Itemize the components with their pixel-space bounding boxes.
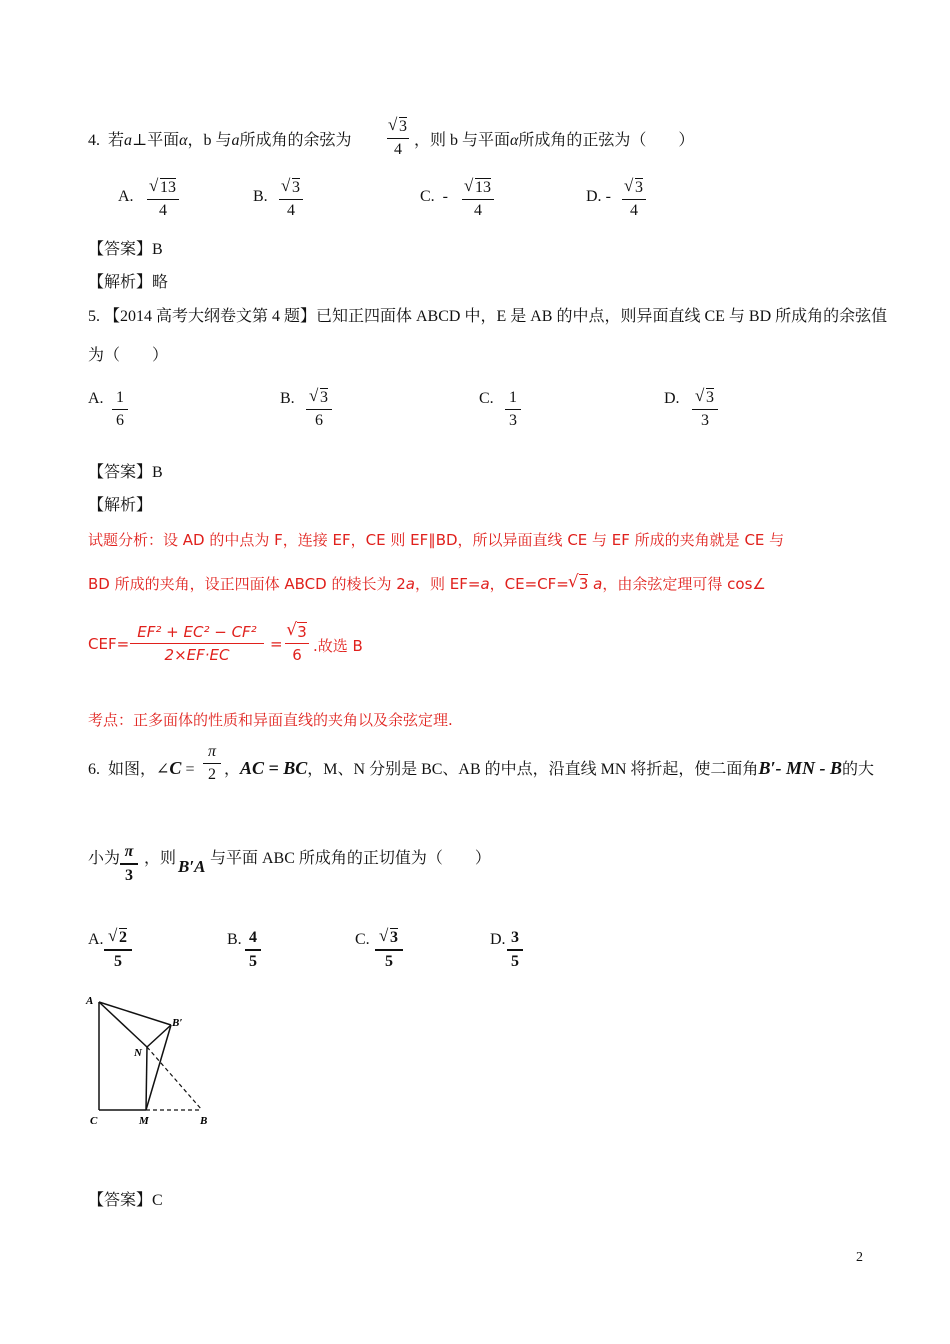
q5-kaodian: 考点：正多面体的性质和异面直线的夹角以及余弦定理.	[88, 711, 453, 729]
q4-stem-tail: ，则 b 与平面α所成角的正弦为（ ）	[414, 132, 695, 149]
q5-solution-line2: BD 所成的夹角，设正四面体 ABCD 的棱长为 2a，则 EF=a，CE=CF=√ 3 a，由余弦定理可得 cos∠	[88, 573, 766, 594]
q6-stem-line2-start: 小为	[88, 850, 121, 867]
q5-option-b-fraction: √ 3 6	[306, 388, 332, 431]
edge-mn	[146, 1047, 147, 1110]
q6-angle-fraction: π 2	[203, 742, 221, 785]
q4-option-d-label: D. -	[586, 188, 611, 205]
q5-solution-equals: =	[270, 635, 283, 653]
q6-ba-segment: B′A	[178, 857, 206, 876]
q6-answer: 【答案】C	[88, 1192, 163, 1209]
q6-stem-line1-mid: ，AC = BC，M、N 分别是 BC、AB 的中点，沿直线 MN 将折起，使二面角B′- MN - B的大	[224, 758, 875, 778]
q6-stem-line2-end: 与平面 ABC 所成角的正切值为（ ）	[210, 850, 491, 867]
q6-option-b-fraction: 4 5	[245, 928, 261, 972]
label-b: B	[200, 1115, 208, 1127]
q5-solution-line1: 试题分析：设 AD 的中点为 F，连接 EF，CE 则 EF∥BD，所以异面直线 CE 与 EF 所成的夹角就是 CE 与	[88, 531, 785, 549]
label-c: C	[90, 1115, 98, 1127]
edge-abp	[99, 1002, 171, 1025]
q6-option-b-label: B.	[227, 931, 242, 948]
q5-answer: 【答案】B	[88, 464, 163, 481]
q6-option-a-fraction: √ 2 5	[104, 928, 132, 972]
q4-cos-fraction: √ 3 4	[387, 117, 409, 160]
page-number: 2	[856, 1250, 863, 1265]
q5-solution-main-fraction: EF² + EC² − CF² 2×EF·EC	[130, 622, 264, 665]
q5-option-b-label: B.	[280, 390, 295, 407]
label-m: M	[139, 1115, 149, 1127]
q6-option-c-fraction: √ 3 5	[375, 928, 403, 972]
label-a: A	[86, 995, 94, 1007]
q5-stem-line2: 为（ ）	[88, 347, 169, 364]
q6-option-a-label: A.	[88, 931, 104, 948]
q5-option-d-label: D.	[664, 390, 680, 407]
q6-stem-line2-then: ，则	[144, 850, 177, 867]
q5-option-c-fraction: 1 3	[505, 388, 521, 431]
q5-solution-result-fraction: √ 3 6	[285, 622, 309, 665]
q4-number: 4.	[88, 132, 100, 149]
q5-solution-cef-label: CEF=	[88, 635, 130, 653]
edge-mbp	[146, 1025, 171, 1110]
q6-option-d-label: D.	[490, 931, 506, 948]
q4-answer: 【答案】B	[88, 241, 163, 258]
q4-stem: 4. 若a⊥平面α，b 与a所成角的余弦为	[88, 132, 352, 149]
q4-option-b-fraction: √ 3 4	[279, 178, 303, 221]
q4-option-a-fraction: √ 13 4	[147, 178, 179, 221]
q4-option-c-fraction: √ 13 4	[462, 178, 494, 221]
q5-stem-line1: 5. 【2014 高考大纲卷文第 4 题】已知正四面体 ABCD 中，E 是 AB 的中点，则异面直线 CE 与 BD 所成角的余弦值	[88, 308, 888, 325]
q4-option-d-fraction: √ 3 4	[622, 178, 646, 221]
q5-solution-conclusion: .故选 B	[313, 637, 363, 655]
q4-analysis: 【解析】略	[88, 274, 169, 291]
q6-option-c-label: C.	[355, 931, 370, 948]
q5-option-c-label: C.	[479, 390, 494, 407]
q5-option-a-label: A.	[88, 390, 104, 407]
label-bp: B′	[172, 1017, 183, 1029]
q6-stem-line1-start: 6. 如图，∠C =	[88, 758, 195, 778]
q6-dihedral-fraction: π 3	[120, 842, 138, 886]
edge-an	[99, 1002, 147, 1047]
q6-folding-figure	[84, 990, 234, 1130]
q5-option-d-fraction: √ 3 3	[692, 388, 718, 431]
q6-option-d-fraction: 3 5	[507, 928, 523, 972]
q4-option-a-label: A.	[118, 188, 134, 205]
q4-option-b-label: B.	[253, 188, 268, 205]
q5-option-a-fraction: 1 6	[112, 388, 128, 431]
q5-analysis-label: 【解析】	[88, 497, 153, 514]
label-n: N	[134, 1047, 142, 1059]
q4-option-c-label: C. -	[420, 188, 448, 205]
